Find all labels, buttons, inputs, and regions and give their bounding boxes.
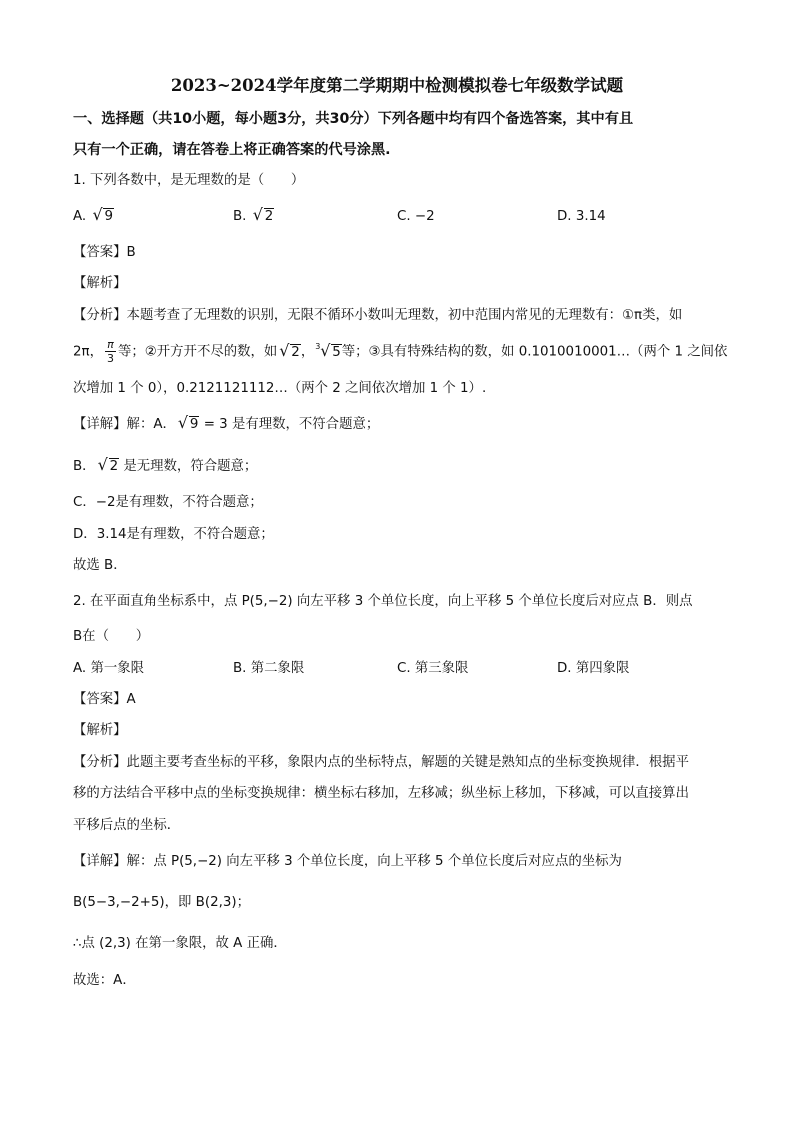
q1-detail-a: 【详解】解：A． √ 9 = 3 是有理数，不符合题意； (73, 413, 380, 432)
q1-detail-d: D．3.14是有理数，不符合题意； (73, 527, 274, 542)
q2-option-b: B. 第二象限 (233, 661, 305, 676)
q2-analysis-line3: 平移后点的坐标． (73, 818, 181, 833)
pi-over-3-fraction: $\frac{\pi}{3}$ (106, 338, 114, 365)
q1-option-b (233, 205, 274, 226)
sqrt-symbol: √ 2 (279, 340, 300, 360)
q1-analysis-text-d: 等；③具有特殊结构的数，如 0.1010010001…（两个 1 之间依 (341, 344, 728, 360)
q2-stem-line1: 2. 在平面直角坐标系中，点 P(5,−2) 向左平移 3 个单位长度，向上平移 5 个单位长度后对应点 B．则点 (73, 594, 693, 609)
q2-analysis-line1: 【分析】此题主要考查坐标的平移，象限内点的坐标特点，解题的关键是熟知点的坐标变换规律．根据平 (73, 755, 689, 770)
q1-option-a (73, 205, 114, 226)
q1-analysis-line1: 【分析】本题考查了无理数的识别，无限不循环小数叫无理数，初中范围内常见的无理数有：①π类，如 (73, 308, 683, 323)
q2-detail-line3: ∴点 (2,3) 在第一象限，故 A 正确． (73, 936, 287, 951)
q2-option-c: C. 第三象限 (397, 661, 469, 676)
q2-detail-line1: 【详解】解：点 P(5,−2) 向左平移 3 个单位长度，向上平移 5 个单位长度后对应点的坐标为 (73, 854, 622, 869)
sqrt-symbol: √ 2 (252, 205, 274, 224)
q1-option-b-label: B. (233, 209, 247, 224)
section-heading-line1: 一、选择题（共10小题，每小题3分，共30分）下列各题中均有四个备选答案，其中有且 (73, 111, 634, 127)
q1-jiexi: 【解析】 (73, 276, 127, 291)
section-heading-line2: 只有一个正确，请在答卷上将正确答案的代号涂黑. (73, 142, 391, 158)
q2-option-a: A. 第一象限 (73, 661, 144, 676)
sqrt-symbol: √ 9 (92, 205, 113, 224)
page-title: 2023~2024学年度第二学期期中检测模拟卷七年级数学试题 (170, 76, 624, 95)
q1-option-d: D. 3.14 (557, 209, 606, 224)
q1-detail-c: C．−2是有理数，不符合题意； (73, 495, 263, 510)
q1-analysis-line3: 次增加 1 个 0），0.2121121112…（两个 2 之间依次增加 1 个 1）. (73, 381, 487, 396)
q1-analysis-line2: 2π， $\frac{\pi}{3}$ 等；②开方开不尽的数，如 √ 2， 3 √ 5等；③具有特殊结构的数，如 0.1010010001…（两个 1 之间依 (73, 338, 728, 365)
q1-analysis-2pi: 2π， (73, 344, 103, 360)
q1-option-a-label: A. (73, 209, 87, 224)
q2-option-d: D. 第四象限 (557, 661, 630, 676)
cube-root-symbol: 3 √ 5 (315, 340, 341, 360)
q1-option-b-value: 2 (264, 209, 274, 224)
q1-option-a-value: 9 (104, 209, 113, 224)
q1-analysis-text-b: 等；②开方开不尽的数，如 (117, 344, 278, 360)
q2-detail-line2: B(5−3,−2+5)，即 B(2,3)； (73, 895, 250, 910)
q1-detail-b: B． √ 2 是无理数，符合题意； (73, 455, 258, 474)
sqrt-symbol: √ 2 (97, 455, 119, 474)
q2-answer: 【答案】A (73, 692, 136, 707)
q1-stem: 1. 下列各数中，是无理数的是（ ） (73, 173, 305, 188)
q2-conclusion: 故选：A． (73, 973, 136, 988)
q1-option-c: C. −2 (397, 209, 435, 224)
q2-jiexi: 【解析】 (73, 723, 127, 738)
q1-conclusion: 故选 B． (73, 558, 127, 573)
q2-stem-line2: B在（ ） (73, 629, 150, 644)
sqrt-symbol: √ 9 (177, 413, 199, 432)
q2-analysis-line2: 移的方法结合平移中点的坐标变换规律：横坐标右移加，左移减；纵坐标上移加，下移减，可以直接算出 (73, 786, 689, 801)
q1-answer: 【答案】B (73, 245, 136, 260)
